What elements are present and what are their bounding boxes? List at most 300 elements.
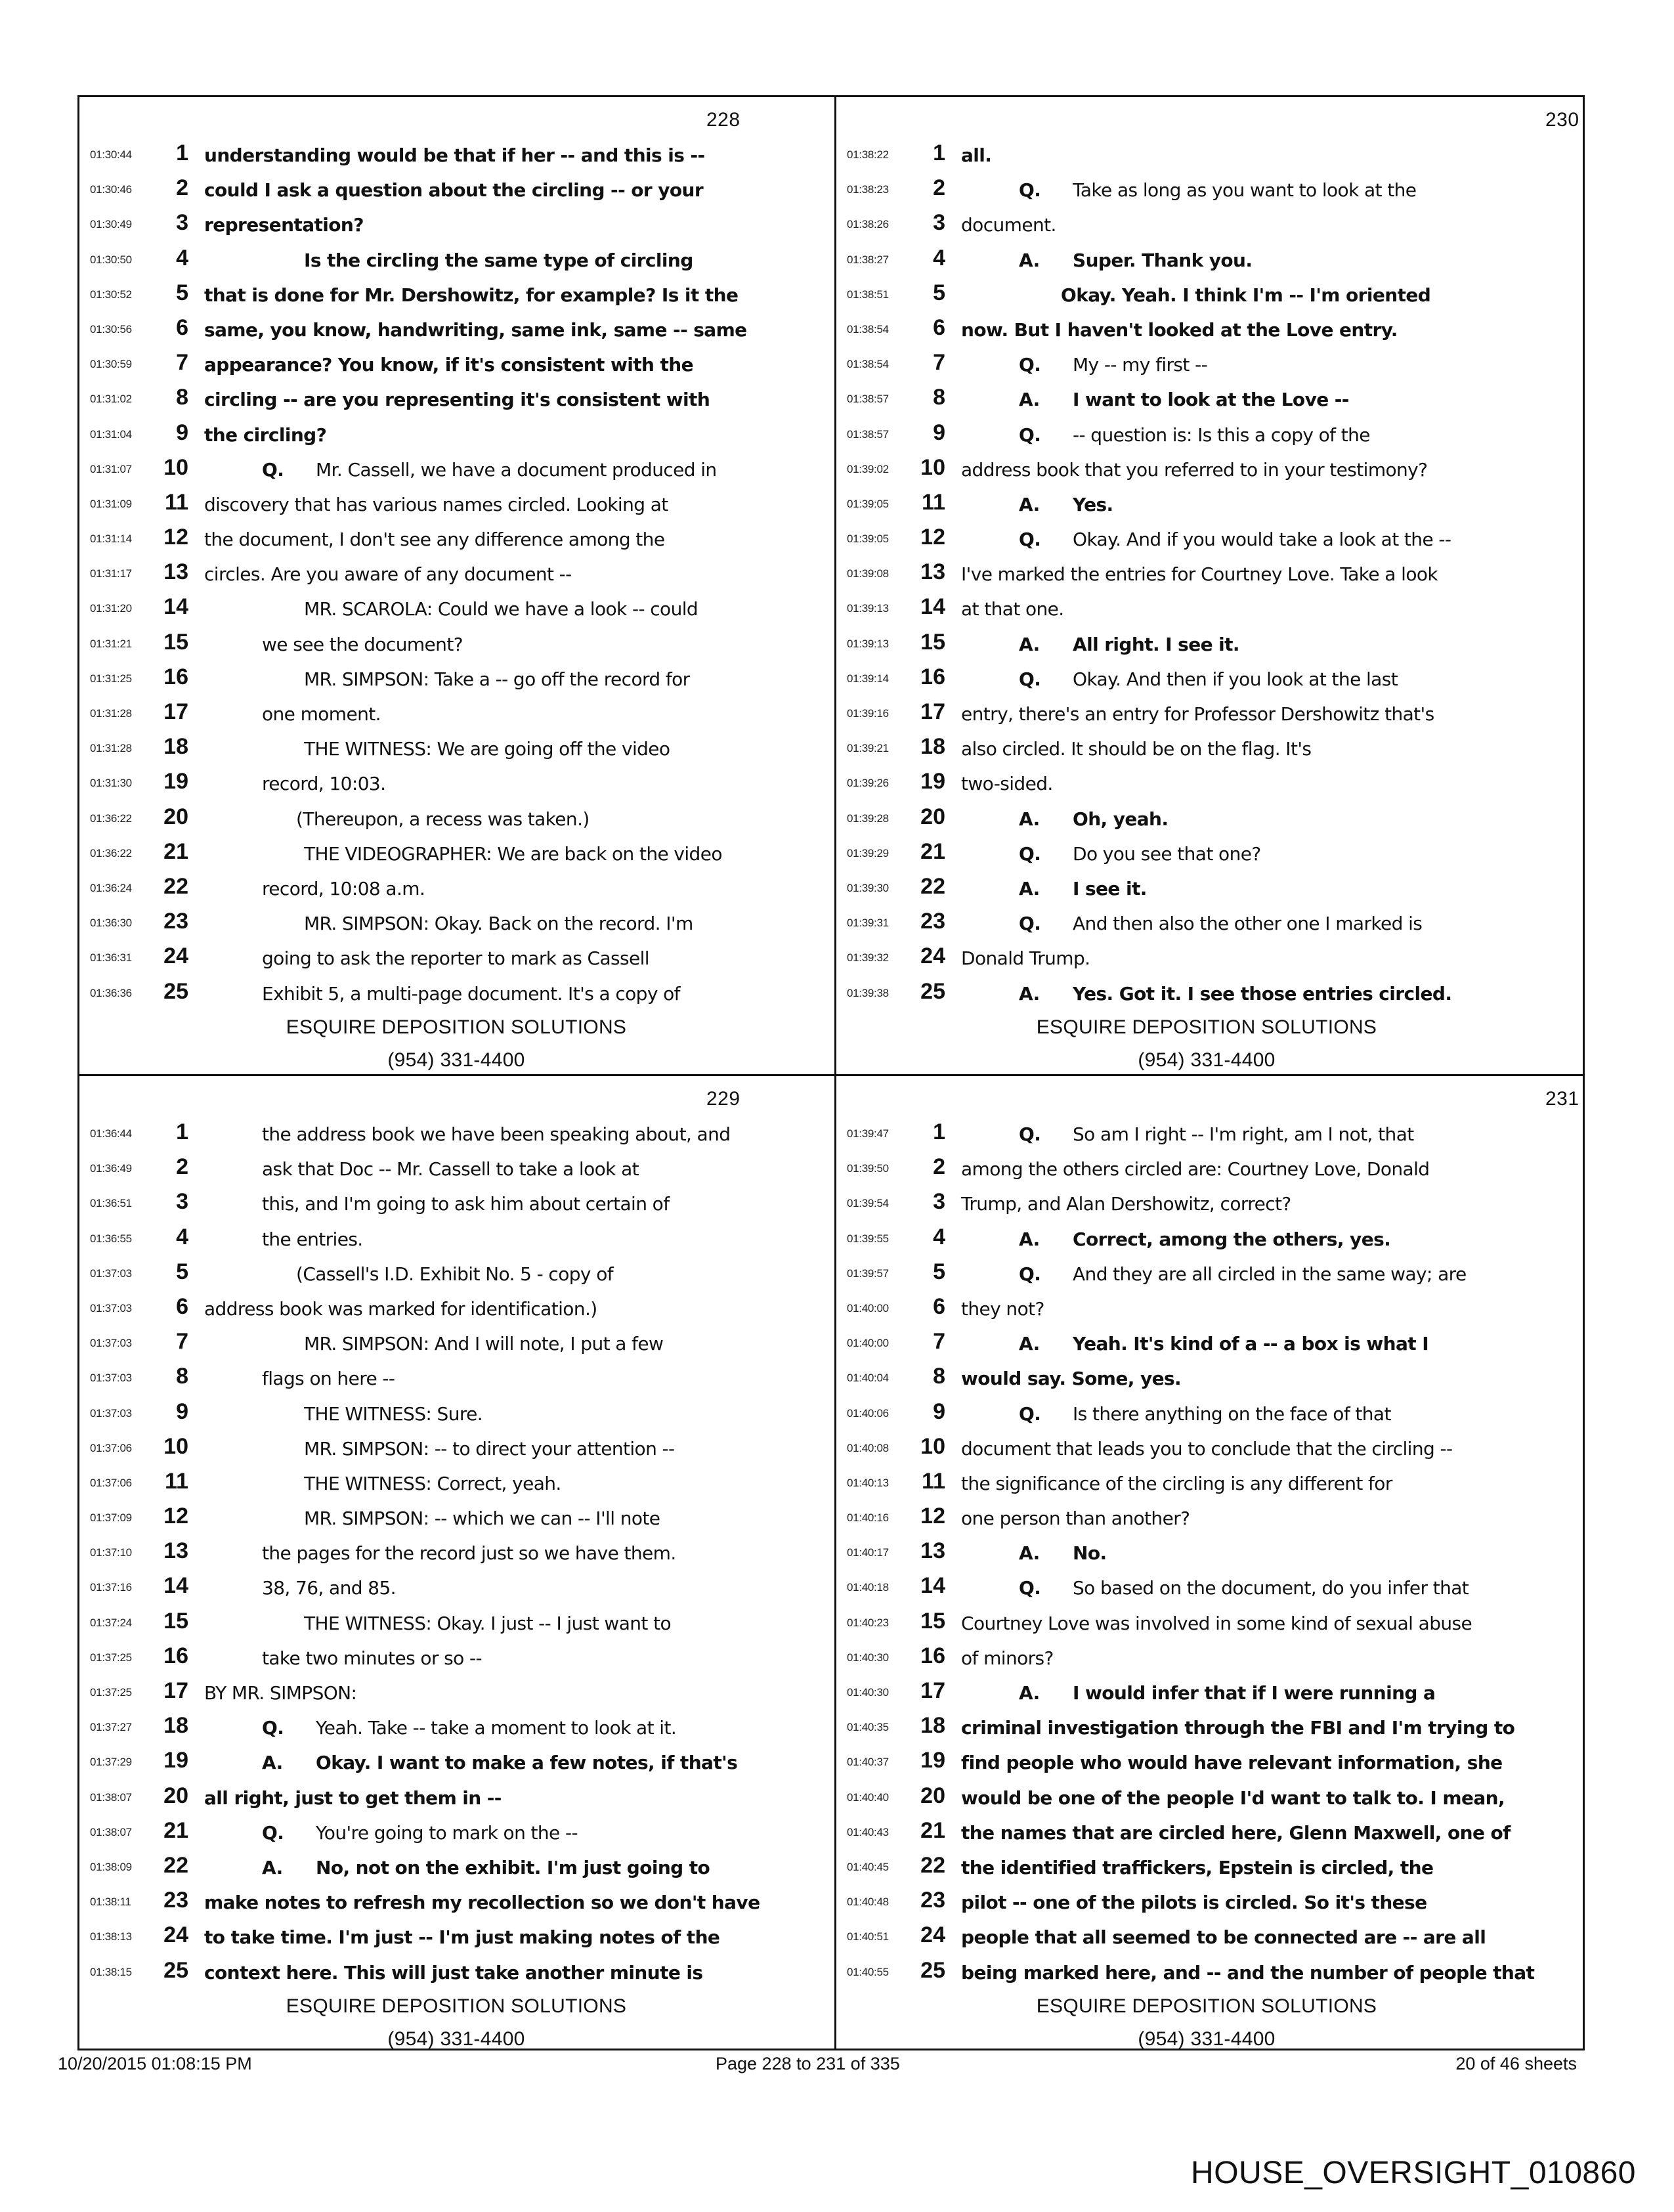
line-number: 4	[933, 245, 945, 271]
firm-phone: (954) 331-4400	[387, 2028, 525, 2050]
line-number: 5	[933, 280, 945, 305]
line-text: (Thereupon, a recess was taken.)	[296, 808, 590, 830]
answer-label: A.	[1019, 982, 1040, 1005]
answer-label: A.	[1019, 877, 1040, 900]
page-number: 228	[706, 109, 740, 131]
answer-label: A.	[262, 1856, 283, 1878]
transcript-line	[836, 627, 1590, 662]
line-text	[262, 1717, 676, 1739]
line-timestamp: 01:38:27	[847, 253, 889, 266]
line-text	[1019, 1123, 1414, 1145]
line-text: THE WITNESS: Sure.	[304, 1402, 483, 1425]
transcript-line	[79, 1291, 833, 1326]
line-text	[1019, 249, 1252, 271]
line-timestamp: 01:36:36	[90, 986, 132, 999]
line-number: 16	[163, 664, 188, 689]
line-timestamp: 01:40:00	[847, 1337, 889, 1350]
line-number: 18	[920, 734, 945, 760]
transcript-line	[79, 1117, 833, 1152]
line-text: Trump, and Alan Dershowitz, correct?	[961, 1193, 1291, 1215]
transcript-line	[836, 802, 1590, 836]
transcript-line	[79, 1745, 833, 1780]
line-number: 17	[920, 1678, 945, 1703]
page-range: Page 228 to 231 of 335	[716, 2054, 900, 2073]
line-timestamp: 01:38:57	[847, 427, 889, 441]
testimony-text: So based on the document, do you infer that	[1073, 1577, 1469, 1599]
line-timestamp: 01:40:37	[847, 1756, 889, 1769]
transcript-line	[79, 347, 833, 382]
transcript-line	[79, 1571, 833, 1605]
firm-phone: (954) 331-4400	[387, 1049, 525, 1071]
transcript-line	[79, 1676, 833, 1710]
line-timestamp: 01:36:55	[90, 1232, 132, 1245]
line-text: 38, 76, and 85.	[262, 1577, 396, 1599]
line-timestamp: 01:38:23	[847, 183, 889, 196]
page-number: 229	[706, 1088, 740, 1110]
testimony-text: Is there anything on the face of that	[1073, 1402, 1391, 1425]
line-text	[1019, 1228, 1390, 1250]
transcript-line	[836, 1361, 1590, 1396]
line-timestamp: 01:39:08	[847, 567, 889, 580]
line-text: I've marked the entries for Courtney Love. Take a look	[961, 563, 1438, 586]
line-text: record, 10:03.	[262, 773, 386, 795]
line-text: THE WITNESS: Correct, yeah.	[304, 1472, 561, 1494]
line-number: 10	[163, 454, 188, 480]
transcript-line	[79, 976, 833, 1011]
transcript-line	[836, 382, 1590, 417]
line-text: now. But I haven't looked at the Love entry.	[961, 318, 1398, 341]
line-timestamp: 01:30:52	[90, 288, 132, 301]
line-timestamp: 01:37:03	[90, 1301, 132, 1314]
transcript-line	[79, 1466, 833, 1501]
line-timestamp: 01:37:03	[90, 1372, 132, 1385]
line-timestamp: 01:38:51	[847, 288, 889, 301]
line-timestamp: 01:39:29	[847, 846, 889, 859]
line-timestamp: 01:40:06	[847, 1406, 889, 1420]
line-timestamp: 01:39:02	[847, 462, 889, 475]
line-text: document that leads you to conclude that the circling --	[961, 1437, 1453, 1460]
transcript-line	[836, 1466, 1590, 1501]
line-timestamp: 01:40:13	[847, 1476, 889, 1489]
transcript-line	[79, 1501, 833, 1536]
question-label: Q.	[1019, 354, 1041, 376]
transcript-line	[836, 1257, 1590, 1291]
testimony-text: My -- my first --	[1073, 354, 1208, 376]
line-text: that is done for Mr. Dershowitz, for example? Is it the	[204, 284, 739, 306]
firm-name: ESQUIRE DEPOSITION SOLUTIONS	[286, 1995, 627, 2017]
testimony-text: No.	[1073, 1542, 1107, 1565]
transcript-line	[79, 1361, 833, 1396]
line-text: MR. SIMPSON: -- to direct your attention --	[304, 1437, 675, 1460]
line-timestamp: 01:37:06	[90, 1476, 132, 1489]
line-text: of minors?	[961, 1647, 1054, 1669]
line-text	[1019, 634, 1239, 655]
line-text	[1019, 913, 1422, 934]
testimony-text: Okay. I want to make a few notes, if that's	[316, 1752, 738, 1774]
line-text: circling -- are you representing it's consistent with	[204, 389, 710, 411]
question-label: Q.	[1019, 913, 1041, 935]
line-text: MR. SIMPSON: And I will note, I put a few	[304, 1333, 664, 1355]
line-timestamp: 01:31:14	[90, 532, 132, 546]
transcript-line	[836, 1117, 1590, 1152]
line-text: among the others circled are: Courtney Love, Donald	[961, 1158, 1430, 1181]
line-timestamp: 01:30:49	[90, 218, 132, 231]
transcript-line	[79, 207, 833, 242]
line-text	[1019, 529, 1451, 550]
transcript-line	[836, 452, 1590, 487]
testimony-text: Yes.	[1073, 493, 1113, 515]
transcript-line	[836, 207, 1590, 242]
line-timestamp: 01:37:06	[90, 1441, 132, 1454]
line-timestamp: 01:38:11	[90, 1896, 131, 1909]
line-text: circles. Are you aware of any document --	[204, 563, 572, 586]
line-number: 12	[920, 1504, 945, 1529]
transcript-line	[836, 662, 1590, 697]
line-text: the document, I don't see any difference among the	[204, 529, 665, 551]
line-number: 6	[933, 314, 945, 340]
transcript-line	[79, 522, 833, 557]
line-number: 8	[176, 1364, 188, 1389]
transcript-line	[836, 1186, 1590, 1221]
line-number: 19	[163, 769, 188, 794]
line-timestamp: 01:40:30	[847, 1651, 889, 1664]
testimony-text: Do you see that one?	[1073, 842, 1261, 865]
transcript-line	[836, 1431, 1590, 1466]
testimony-text: And then also the other one I marked is	[1073, 913, 1423, 935]
transcript-lines	[79, 1117, 833, 1990]
line-timestamp: 01:37:10	[90, 1546, 132, 1559]
line-timestamp: 01:40:08	[847, 1441, 889, 1454]
line-text: would be one of the people I'd want to talk to. I mean,	[961, 1787, 1505, 1809]
transcript-line	[79, 697, 833, 731]
page-number: 230	[1545, 109, 1579, 131]
line-text: THE WITNESS: Okay. I just -- I just want to	[304, 1612, 672, 1634]
line-number: 7	[933, 1329, 945, 1355]
transcript-line	[836, 1571, 1590, 1605]
line-timestamp: 01:40:17	[847, 1546, 889, 1559]
line-text: at that one.	[961, 598, 1064, 620]
line-text: address book was marked for identification.)	[204, 1297, 597, 1320]
transcript-line	[836, 347, 1590, 382]
transcript-line	[79, 906, 833, 941]
line-number: 7	[176, 350, 188, 376]
line-number: 24	[163, 943, 188, 969]
line-timestamp: 01:39:30	[847, 881, 889, 894]
testimony-text: I want to look at the Love --	[1073, 389, 1349, 411]
testimony-text: I would infer that if I were running a	[1073, 1682, 1436, 1704]
line-text: (Cassell's I.D. Exhibit No. 5 - copy of	[296, 1263, 613, 1285]
line-text	[1019, 179, 1416, 201]
line-timestamp: 01:31:25	[90, 672, 132, 685]
line-timestamp: 01:40:48	[847, 1896, 889, 1909]
testimony-text: I see it.	[1073, 877, 1147, 900]
line-number: 13	[163, 559, 188, 585]
line-timestamp: 01:37:25	[90, 1686, 132, 1699]
line-timestamp: 01:31:30	[90, 777, 132, 790]
transcript-line	[79, 452, 833, 487]
transcript-line	[79, 1920, 833, 1955]
line-number: 9	[933, 420, 945, 445]
line-number: 5	[176, 280, 188, 305]
line-timestamp: 01:39:50	[847, 1162, 889, 1175]
answer-label: A.	[1019, 389, 1040, 411]
line-timestamp: 01:31:09	[90, 497, 132, 510]
line-timestamp: 01:38:26	[847, 218, 889, 231]
line-timestamp: 01:38:13	[90, 1930, 132, 1943]
line-number: 4	[933, 1224, 945, 1249]
transcript-page-228	[79, 97, 833, 1074]
line-number: 3	[933, 1189, 945, 1215]
question-label: Q.	[262, 1821, 284, 1844]
line-timestamp: 01:39:05	[847, 532, 889, 546]
sheet-count: 20 of 46 sheets	[1455, 2054, 1577, 2073]
transcript-line	[836, 1676, 1590, 1710]
line-timestamp: 01:39:14	[847, 672, 889, 685]
line-timestamp: 01:38:15	[90, 1965, 132, 1978]
line-timestamp: 01:31:21	[90, 637, 132, 650]
line-timestamp: 01:30:56	[90, 322, 132, 336]
transcript-line	[79, 1815, 833, 1850]
transcript-line	[836, 766, 1590, 801]
transcript-line	[836, 1781, 1590, 1815]
transcript-line	[836, 313, 1590, 347]
testimony-text: Yeah. Take -- take a moment to look at it.	[316, 1717, 677, 1739]
line-text: record, 10:08 a.m.	[262, 877, 425, 900]
firm-name: ESQUIRE DEPOSITION SOLUTIONS	[1036, 1016, 1377, 1038]
line-text	[262, 1752, 737, 1773]
transcript-line	[836, 1152, 1590, 1186]
line-number: 13	[920, 559, 945, 585]
line-text: two-sided.	[961, 773, 1053, 795]
line-number: 21	[163, 1817, 188, 1843]
line-text	[1019, 878, 1147, 900]
line-number: 11	[922, 1468, 945, 1494]
line-timestamp: 01:39:32	[847, 951, 889, 965]
transcript-line	[79, 1257, 833, 1291]
testimony-text: Okay. And then if you look at the last	[1073, 668, 1398, 690]
line-timestamp: 01:37:24	[90, 1616, 132, 1629]
line-number: 24	[920, 943, 945, 969]
transcript-page-231	[836, 1076, 1590, 2053]
transcript-line	[836, 1501, 1590, 1536]
line-number: 19	[163, 1748, 188, 1773]
line-number: 14	[163, 594, 188, 620]
transcript-line	[836, 557, 1590, 592]
line-number: 1	[176, 1119, 188, 1144]
line-number: 4	[176, 1224, 188, 1249]
transcript-line	[79, 313, 833, 347]
transcript-line	[79, 1955, 833, 1990]
transcript-line	[79, 1397, 833, 1431]
transcript-page-230	[836, 97, 1590, 1074]
line-text	[1019, 983, 1451, 1005]
line-number: 1	[176, 141, 188, 165]
line-number: 4	[176, 245, 188, 271]
line-timestamp: 01:39:47	[847, 1127, 889, 1140]
line-number: 19	[920, 1748, 945, 1773]
line-number: 25	[920, 1957, 945, 1983]
transcript-line	[836, 243, 1590, 278]
transcript-lines	[836, 1117, 1590, 1990]
line-text: the circling?	[204, 423, 327, 446]
line-timestamp: 01:38:07	[90, 1790, 132, 1804]
transcript-line	[836, 522, 1590, 557]
line-number: 20	[920, 804, 945, 829]
line-number: 2	[933, 175, 945, 201]
line-number: 9	[933, 1399, 945, 1424]
line-number: 18	[163, 734, 188, 760]
line-timestamp: 01:37:25	[90, 1651, 132, 1664]
line-text: understanding would be that if her -- and this is --	[204, 144, 705, 166]
line-text: would say. Some, yes.	[961, 1368, 1182, 1390]
testimony-text: Super. Thank you.	[1073, 249, 1253, 271]
transcript-line	[79, 662, 833, 697]
line-text: address book that you referred to in your testimony?	[961, 458, 1428, 481]
answer-label: A.	[262, 1752, 283, 1774]
line-text: could I ask a question about the circling -- or your	[204, 179, 704, 202]
line-text	[1019, 668, 1398, 690]
line-text	[1019, 1403, 1391, 1425]
page-number: 231	[1545, 1088, 1579, 1110]
answer-label: A.	[1019, 1542, 1040, 1565]
line-text: being marked here, and -- and the number of people that	[961, 1961, 1535, 1984]
line-timestamp: 01:30:46	[90, 183, 132, 196]
line-text: people that all seemed to be connected are -- are all	[961, 1926, 1486, 1949]
line-number: 14	[163, 1573, 188, 1599]
transcript-line	[79, 557, 833, 592]
line-number: 11	[922, 489, 945, 515]
transcript-line	[79, 1781, 833, 1815]
firm-phone: (954) 331-4400	[1138, 1049, 1276, 1071]
line-number: 15	[163, 1608, 188, 1634]
line-text: MR. SCAROLA: Could we have a look -- could	[304, 598, 698, 620]
line-timestamp: 01:31:04	[90, 427, 132, 441]
line-number: 14	[920, 1573, 945, 1599]
line-text	[1019, 424, 1370, 446]
transcript-line	[836, 1815, 1590, 1850]
transcript-line	[836, 1606, 1590, 1641]
transcript-line	[836, 906, 1590, 941]
transcript-line	[79, 802, 833, 836]
line-number: 13	[163, 1538, 188, 1564]
answer-label: A.	[1019, 633, 1040, 655]
line-text: all right, just to get them in --	[204, 1787, 502, 1809]
line-number: 10	[920, 454, 945, 480]
line-timestamp: 01:31:02	[90, 393, 132, 406]
transcript-line	[836, 138, 1590, 173]
firm-name: ESQUIRE DEPOSITION SOLUTIONS	[1036, 1995, 1377, 2017]
question-label: Q.	[1019, 842, 1041, 865]
question-label: Q.	[1019, 1402, 1041, 1425]
line-text: criminal investigation through the FBI and I'm trying to	[961, 1717, 1515, 1739]
line-number: 5	[933, 1259, 945, 1284]
line-number: 7	[933, 350, 945, 376]
testimony-text: And they are all circled in the same way; are	[1073, 1263, 1467, 1285]
line-number: 17	[920, 699, 945, 724]
line-timestamp: 01:30:50	[90, 253, 132, 266]
answer-label: A.	[1019, 1333, 1040, 1355]
transcript-line	[79, 1850, 833, 1885]
line-number: 10	[920, 1433, 945, 1459]
answer-label: A.	[1019, 493, 1040, 515]
line-number: 3	[176, 210, 188, 236]
line-number: 2	[176, 175, 188, 201]
line-timestamp: 01:40:00	[847, 1301, 889, 1314]
line-number: 22	[920, 873, 945, 899]
transcript-line	[79, 941, 833, 976]
transcript-line	[836, 1885, 1590, 1920]
transcript-line	[836, 1710, 1590, 1745]
line-text	[1019, 354, 1207, 376]
line-number: 12	[163, 525, 188, 550]
line-timestamp: 01:31:07	[90, 462, 132, 475]
line-timestamp: 01:39:31	[847, 917, 889, 930]
line-timestamp: 01:31:20	[90, 602, 132, 615]
line-text	[1019, 808, 1168, 830]
line-timestamp: 01:37:03	[90, 1337, 132, 1350]
line-text: this, and I'm going to ask him about certain of	[262, 1193, 670, 1215]
transcript-line	[79, 1222, 833, 1257]
transcript-line	[836, 697, 1590, 731]
line-number: 12	[920, 525, 945, 550]
line-number: 1	[933, 1119, 945, 1144]
line-text	[1019, 389, 1349, 410]
answer-label: A.	[1019, 808, 1040, 830]
transcript-line	[79, 592, 833, 626]
line-number: 24	[163, 1922, 188, 1948]
testimony-text: Take as long as you want to look at the	[1073, 179, 1417, 202]
line-text: Donald Trump.	[961, 947, 1090, 970]
line-timestamp: 01:37:09	[90, 1511, 132, 1525]
line-text: the names that are circled here, Glenn Maxwell, one of	[961, 1821, 1511, 1844]
line-timestamp: 01:40:55	[847, 1965, 889, 1978]
transcript-line	[836, 1326, 1590, 1361]
line-timestamp: 01:38:22	[847, 148, 889, 161]
line-number: 11	[165, 489, 188, 515]
transcript-line	[79, 418, 833, 452]
answer-label: A.	[1019, 1228, 1040, 1250]
line-text: same, you know, handwriting, same ink, same -- same	[204, 318, 747, 341]
line-text: the identified traffickers, Epstein is circled, the	[961, 1856, 1434, 1878]
line-number: 22	[920, 1852, 945, 1878]
testimony-text: All right. I see it.	[1073, 633, 1239, 655]
line-number: 16	[920, 1643, 945, 1668]
line-timestamp: 01:39:28	[847, 812, 889, 825]
line-text: find people who would have relevant information, she	[961, 1752, 1503, 1774]
line-text: entry, there's an entry for Professor Dershowitz that's	[961, 703, 1434, 725]
line-number: 24	[920, 1922, 945, 1948]
line-timestamp: 01:39:26	[847, 777, 889, 790]
line-timestamp: 01:40:51	[847, 1930, 889, 1943]
transcript-line	[836, 1955, 1590, 1990]
transcript-line	[836, 1222, 1590, 1257]
line-number: 6	[176, 1293, 188, 1319]
line-timestamp: 01:39:16	[847, 707, 889, 720]
line-number: 13	[920, 1538, 945, 1564]
transcript-page-229	[79, 1076, 833, 2053]
question-label: Q.	[262, 1717, 284, 1739]
line-timestamp: 01:36:44	[90, 1127, 132, 1140]
line-number: 12	[163, 1504, 188, 1529]
transcript-line	[836, 1291, 1590, 1326]
line-text: they not?	[961, 1297, 1044, 1320]
line-timestamp: 01:39:13	[847, 637, 889, 650]
line-number: 14	[920, 594, 945, 620]
line-timestamp: 01:38:09	[90, 1860, 132, 1873]
firm-phone: (954) 331-4400	[1138, 2028, 1276, 2050]
testimony-text: Oh, yeah.	[1073, 808, 1169, 830]
line-number: 20	[163, 1783, 188, 1808]
